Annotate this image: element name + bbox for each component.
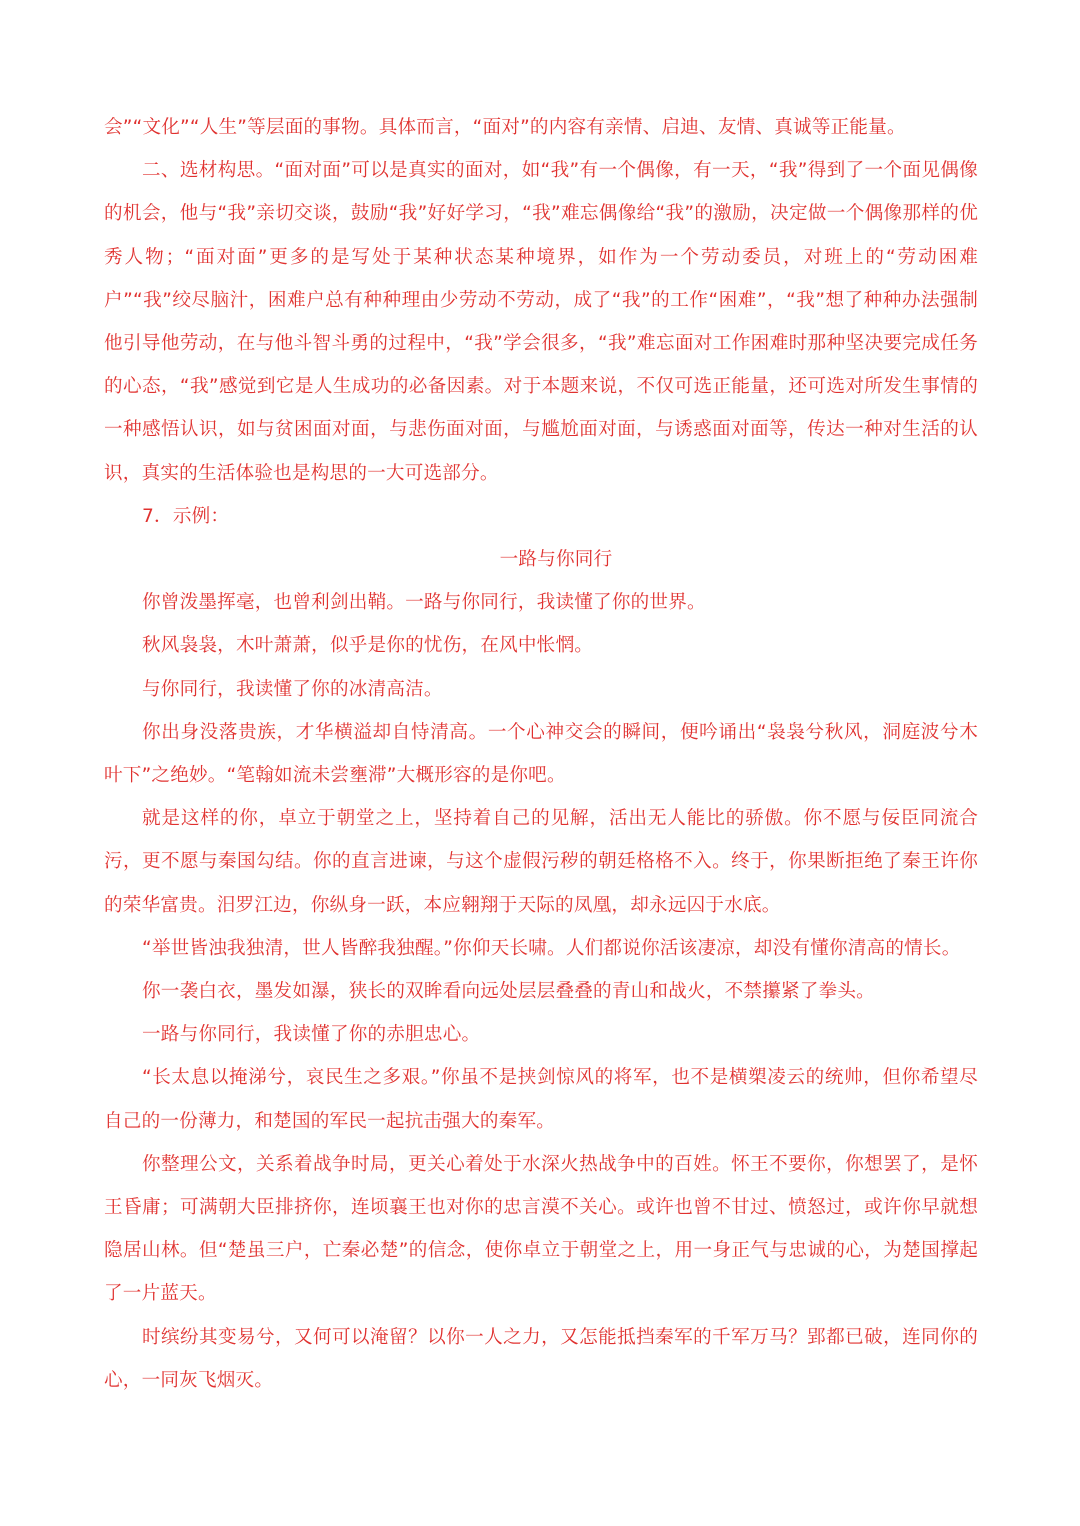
paragraph-2: 二、选材构思。“面对面”可以是真实的面对，如“我”有一个偶像，有一天，“我”得到了一个面见偶像的机会，他与“我”亲切交谈，鼓励“我”好好学习，“我”难忘偶像给“我”的激励，决定做一个偶像那样的优秀人物；“面对面”更多的是写处于某种状态某种境界，如作为一个劳动委员，对班上的“劳动困难户”“我”绞尽脑汁，困难户总有种种理由少劳动不劳动，成了“我”的工作“困难”，“我”想了种种办法强制他引导他劳动，在与他斗智斗勇的过程中，“我”学会很多，“我”难忘面对工作困难时那种坚决要完成任务的心态，“我”感觉到它是人生成功的必备因素。对于本题来说，不仅可选正能量，还可选对所发生事情的一种感悟认识，如与贫困面对面，与悲伤面对面，与尴尬面对面，与诱惑面对面等，传达一种对生活的认识，真实的生活体验也是构思的一大可选部分。	[104, 160, 978, 484]
paragraph-8: 就是这样的你，卓立于朝堂之上，坚持着自己的见解，活出无人能比的骄傲。你不愿与佞臣同流合污，更不愿与秦国勾结。你的直言进谏，与这个虚假污秽的朝廷格格不入。终于，你果断拒绝了秦王许你的荣华富贵。汨罗江边，你纵身一跃，本应翱翔于天际的凤凰，却永远囚于水底。	[104, 808, 978, 916]
paragraph-12: “长太息以掩涕兮，哀民生之多艰。”你虽不是挟剑惊风的将军，也不是横槊凌云的统帅，但你希望尽自己的一份薄力，和楚国的军民一起抗击强大的秦军。	[104, 1067, 978, 1132]
paragraph-13: 你整理公文，关系着战争时局，更关心着处于水深火热战争中的百姓。怀王不要你，你想罢了，是怀王昏庸；可满朝大臣排挤你，连顷襄王也对你的忠言漠不关心。或许也曾不甘过、愤怒过，或许你早就想隐居山林。但“楚虽三户，亡秦必楚”的信念，使你卓立于朝堂之上，用一身正气与忠诚的心，为楚国撑起了一片蓝天。	[104, 1153, 978, 1305]
paragraph-14: 时缤纷其变易兮，又何可以淹留？以你一人之力，又怎能抵挡秦军的千军万马？郢都已破，连同你的心，一同灰飞烟灭。	[104, 1326, 978, 1391]
essay-title: 一路与你同行	[499, 549, 613, 571]
document-body	[104, 106, 978, 1402]
paragraph-11: 一路与你同行，我读懂了你的赤胆忠心。	[142, 1024, 481, 1046]
paragraph-6: 与你同行，我读懂了你的冰清高洁。	[142, 678, 443, 700]
paragraph-7: 你出身没落贵族，才华横溢却自恃清高。一个心神交会的瞬间，便吟诵出“袅袅兮秋风，洞庭波兮木叶下”之绝妙。“笔翰如流未尝壅滞”大概形容的是你吧。	[104, 721, 978, 787]
paragraph-10: 你一袭白衣，墨发如瀑，狭长的双眸看向远处层层叠叠的青山和战火，不禁攥紧了拳头。	[142, 981, 875, 1003]
paragraph-1: 会”“文化”“人生”等层面的事物。具体而言，“面对”的内容有亲情、启迪、友情、真诚等正能量。	[104, 117, 906, 138]
example-label: 7．示例：	[142, 505, 230, 527]
paragraph-9: “举世皆浊我独清，世人皆醉我独醒。”你仰天长啸。人们都说你活该凄凉，却没有懂你清高的情长。	[142, 937, 961, 959]
paragraph-4: 你曾泼墨挥毫，也曾利剑出鞘。一路与你同行，我读懂了你的世界。	[142, 592, 706, 614]
paragraph-5: 秋风袅袅，木叶萧萧，似乎是你的忧伤，在风中怅惘。	[142, 635, 594, 657]
